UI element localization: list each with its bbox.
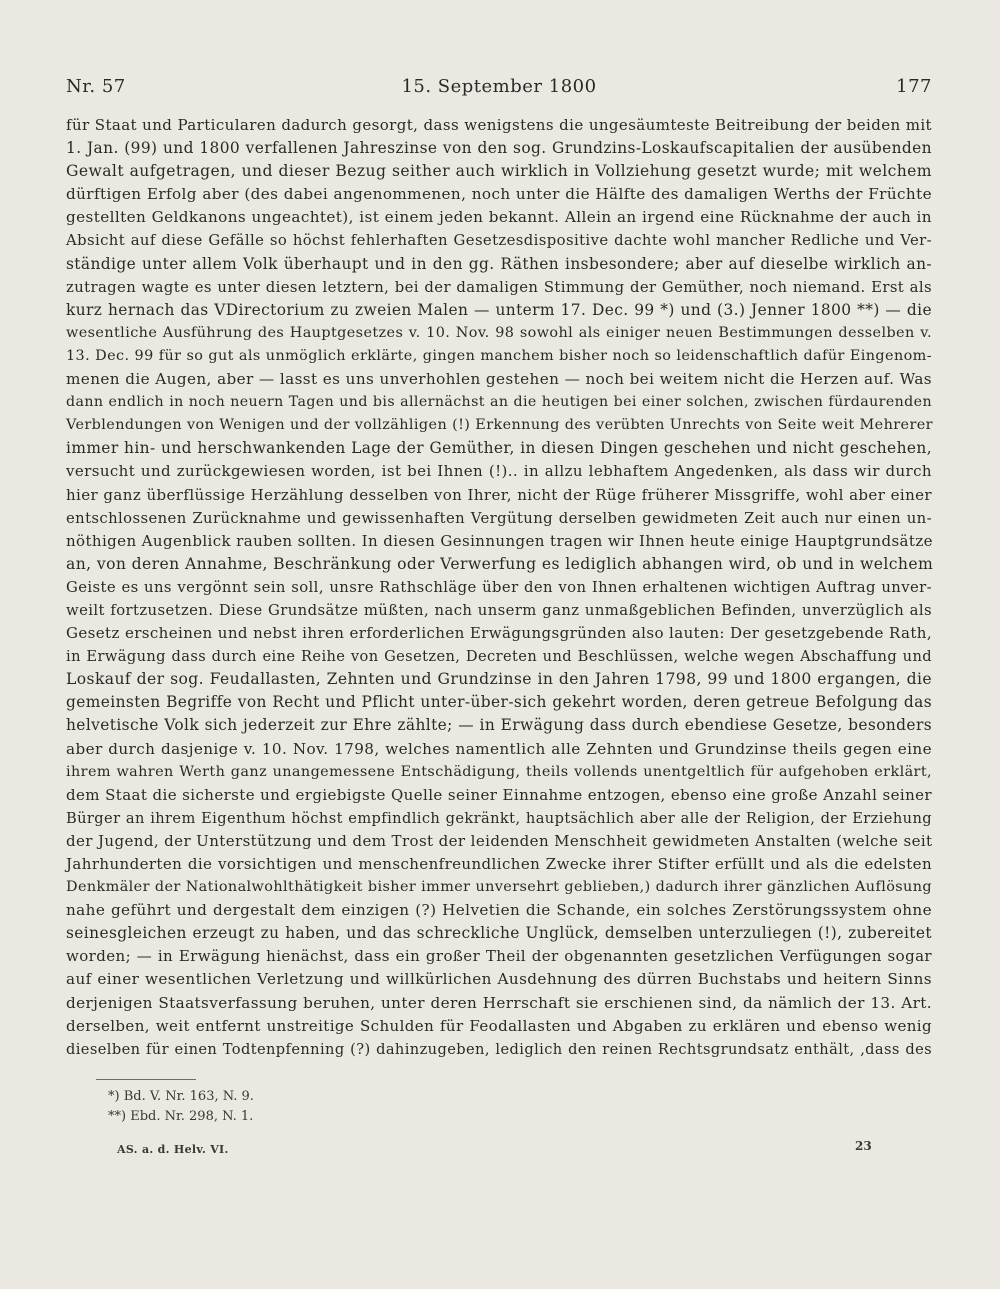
text-line: auf einer wesentlichen Verletzung und willkürlichen Ausdehnung des dürren Buchstabs und heitern Sinns: [66, 970, 932, 989]
text-line: seinesgleichen erzeugt zu haben, und das schreckliche Unglück, demselben unterzuliegen (!), zubereitet: [66, 924, 932, 943]
text-line: Loskauf der sog. Feudallasten, Zehnten und Grundzinse in den Jahren 1798, 99 und 1800 ergangen, die: [66, 670, 932, 689]
text-line: 13. Dec. 99 für so gut als unmöglich erklärte, gingen manchem bisher noch so leidenschaftlich dafür Eingenom-: [66, 347, 932, 364]
footnote: *) Bd. V. Nr. 163, N. 9.: [108, 1089, 254, 1104]
text-line: hier ganz überflüssige Herzählung desselben von Ihrer, nicht der Rüge früherer Missgriffe, wohl aber einer: [66, 485, 932, 504]
text-line: Gesetz erscheinen und nebst ihren erforderlichen Erwägungsgründen also lauten: Der gesetzgebende Rath,: [66, 624, 932, 643]
text-line: für Staat und Particularen dadurch gesorgt, dass wenigstens die ungesäumteste Beitreibung der beiden mit: [66, 116, 932, 134]
text-line: dieselben für einen Todtenpfenning (?) dahinzugeben, lediglich den reinen Rechtsgrundsatz enthält, ‚dass des: [66, 1040, 932, 1058]
text-line: Jahrhunderten die vorsichtigen und menschenfreundlichen Zwecke ihrer Stifter erfüllt und als die edelsten: [66, 855, 932, 873]
page-number: 177: [896, 76, 932, 97]
text-line: entschlossenen Zurücknahme und gewissenhaften Vergütung derselben gewidmeten Zeit auch nur einen un-: [66, 509, 932, 527]
text-line: dürftigen Erfolg aber (des dabei angenommenen, noch unter die Hälfte des damaligen Werths der Früchte: [66, 185, 932, 204]
text-line: aber durch dasjenige v. 10. Nov. 1798, welches namentlich alle Zehnten und Grundzinse theils gegen eine: [66, 739, 932, 758]
text-line: 1. Jan. (99) und 1800 verfallenen Jahreszinse von den sog. Grundzins-Loskaufscapitalien der ausübenden: [66, 139, 932, 158]
text-line: kurz hernach das VDirectorium zu zweien Malen — unterm 17. Dec. 99 *) und (3.) Jenner 1800 **) — die: [66, 300, 932, 319]
text-line: gestellten Geldkanons ungeachtet), ist einem jeden bekannt. Allein an irgend eine Rücknahme der auch in: [66, 208, 932, 227]
text-line: immer hin- und herschwankenden Lage der Gemüther, in diesen Dingen geschehen und nicht geschehen,: [66, 439, 932, 458]
text-line: zutragen wagte es unter diesen letztern, bei der damaligen Stimmung der Gemüther, noch niemand. Erst als: [66, 278, 932, 296]
text-line: ständige unter allem Volk überhaupt und in den gg. Räthen insbesondere; aber auf dieselbe wirklich an-: [66, 254, 932, 273]
text-line: der Jugend, der Unterstützung und dem Trost der leidenden Menschheit gewidmeten Anstalten (welche seit: [66, 831, 933, 850]
text-line: wesentliche Ausführung des Hauptgesetzes v. 10. Nov. 98 sowohl als einiger neuen Bestimmungen desselben v.: [66, 324, 932, 341]
text-line: in Erwägung dass durch eine Reihe von Gesetzen, Decreten und Beschlüssen, welche wegen Abschaffung und: [66, 648, 932, 666]
signature-mark: AS. a. d. Helv. VI.: [117, 1143, 229, 1156]
footnotes: [108, 1087, 254, 1127]
footnote-rule: [96, 1079, 196, 1080]
signature-number: 23: [855, 1139, 872, 1153]
text-line: worden; — in Erwägung hienächst, dass ein großer Theil der obgenannten gesetzlichen Verfügungen sogar: [66, 947, 932, 966]
text-line: Geiste es uns vergönnt sein soll, unsre Rathschläge über den von Ihnen erhaltenen wichtigen Auftrag unver-: [66, 578, 932, 596]
document-date: 15. September 1800: [401, 76, 597, 97]
text-line: nahe geführt und dergestalt dem einzigen (?) Helvetien die Schande, ein solches Zerstörungssystem ohne: [66, 901, 932, 920]
text-line: dem Staat die sicherste und ergiebigste Quelle seiner Einnahme entzogen, ebenso eine große Anzahl seiner: [66, 785, 932, 804]
text-line: Bürger an ihrem Eigenthum höchst empfindlich gekränkt, hauptsächlich aber alle der Religion, der Erziehung: [66, 809, 932, 827]
text-line: Gewalt aufgetragen, und dieser Bezug seither auch wirklich in Vollziehung gesetzt wurde; mit welchem: [66, 162, 932, 181]
text-line: derselben, weit entfernt unstreitige Schulden für Feodallasten und Abgaben zu erklären und ebenso wenig: [66, 1016, 932, 1035]
text-line: weilt fortzusetzen. Diese Grundsätze müßten, nach unserm ganz unmaßgeblichen Befinden, unverzüglich als: [66, 601, 932, 619]
text-line: ihrem wahren Werth ganz unangemessene Entschädigung, theils vollends unentgeltlich für aufgehoben erklärt,: [66, 763, 932, 780]
document-number: Nr. 57: [66, 76, 126, 97]
text-line: nöthigen Augenblick rauben sollten. In diesen Gesinnungen tragen wir Ihnen heute einige Hauptgrundsätze: [66, 531, 933, 550]
text-line: Absicht auf diese Gefälle so höchst fehlerhaften Gesetzesdispositive dachte wohl mancher Redliche und Ver-: [66, 232, 932, 250]
text-line: gemeinsten Begriffe von Recht und Pflicht unter-über-sich gekehrt worden, deren getreue Befolgung das: [66, 693, 932, 712]
text-line: dann endlich in noch neuern Tagen und bis allernächst an die heutigen bei einer solchen, zwischen fürdaurenden: [66, 394, 932, 411]
page-header: [66, 72, 932, 102]
text-line: derjenigen Staatsverfassung beruhen, unter deren Herrschaft sie erschienen sind, da nämlich der 13. Art.: [66, 993, 932, 1012]
text-line: menen die Augen, aber — lasst es uns unverhohlen gestehen — noch bei weitem nicht die Herzen auf. Was: [66, 370, 932, 389]
text-line: an, von deren Annahme, Beschränkung oder Verwerfung es lediglich abhangen wird, ob und in welchem: [66, 554, 934, 573]
body-text: [66, 114, 932, 1061]
text-line: Denkmäler der Nationalwohlthätigkeit bisher immer unversehrt geblieben,) dadurch ihrer gänzlichen Auflösung: [66, 879, 932, 896]
text-line: versucht und zurückgewiesen worden, ist bei Ihnen (!).. in allzu lebhaftem Angedenken, als dass wir durch: [66, 462, 932, 481]
text-line: helvetische Volk sich jederzeit zur Ehre zählte; — in Erwägung dass durch ebendiese Gesetze, besonders: [66, 716, 932, 735]
text-line: Verblendungen von Wenigen und der vollzähligen (!) Erkennung des verübten Unrechts von Seite weit Mehrerer: [66, 417, 933, 434]
footnote: **) Ebd. Nr. 298, N. 1.: [108, 1109, 254, 1124]
